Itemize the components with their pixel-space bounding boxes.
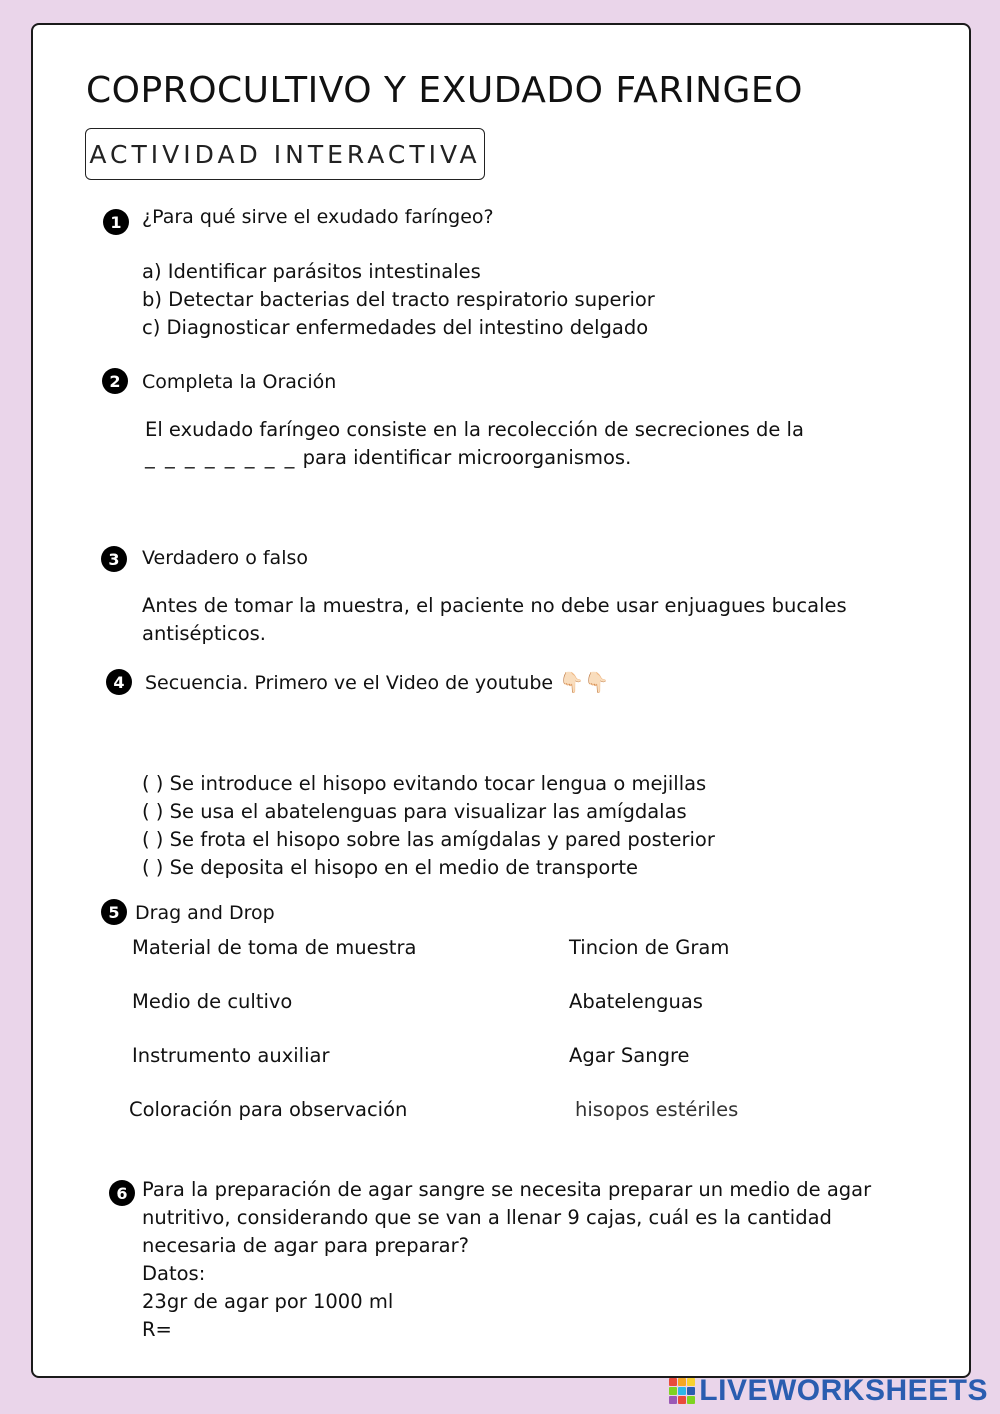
q2-sentence-line-2 <box>145 444 631 472</box>
sequence-order-input[interactable]: ( ) <box>142 828 164 851</box>
q2-sentence-line-1: El exudado faríngeo consiste en la recolección de secreciones de la <box>145 418 804 441</box>
question-6-line: necesaria de agar para preparar? <box>142 1234 469 1257</box>
question-number-badge: 5 <box>101 899 127 925</box>
question-4-text <box>145 670 609 694</box>
drop-target-label: Instrumento auxiliar <box>132 1044 330 1067</box>
question-number-badge: 3 <box>101 546 127 572</box>
question-5-text: Drag and Drop <box>135 902 275 924</box>
activity-subtitle: ACTIVIDAD INTERACTIVA <box>85 128 485 180</box>
sequence-item-text: Se usa el abatelenguas para visualizar las amígdalas <box>169 800 687 823</box>
brand-name: LIVEWORKSHEETS <box>699 1374 988 1407</box>
question-6-line: Para la preparación de agar sangre se necesita preparar un medio de agar <box>142 1178 872 1201</box>
question-1-text: ¿Para qué sirve el exudado faríngeo? <box>142 206 494 228</box>
question-2-text: Completa la Oración <box>142 371 337 393</box>
drop-target-label: Material de toma de muestra <box>132 936 417 959</box>
question-6-line: Datos: <box>142 1262 206 1285</box>
q1-option-a[interactable]: a) Identificar parásitos intestinales <box>142 260 481 283</box>
q4-question-label: Secuencia. Primero ve el Video de youtube <box>145 672 554 694</box>
q3-statement-line-1[interactable]: Antes de tomar la muestra, el paciente no debe usar enjuagues bucales <box>142 594 847 617</box>
sequence-order-input[interactable]: ( ) <box>142 772 164 795</box>
sequence-item <box>142 770 706 798</box>
draggable-item[interactable]: hisopos estériles <box>575 1098 739 1121</box>
sequence-item-text: Se deposita el hisopo en el medio de transporte <box>169 856 638 879</box>
question-3-text: Verdadero o falso <box>142 547 308 569</box>
q3-statement-line-2[interactable]: antisépticos. <box>142 622 266 645</box>
q1-option-b[interactable]: b) Detectar bacterias del tracto respiratorio superior <box>142 288 655 311</box>
q1-option-c[interactable]: c) Diagnosticar enfermedades del intestino delgado <box>142 316 649 339</box>
sequence-order-input[interactable]: ( ) <box>142 856 164 879</box>
sequence-item <box>142 826 715 854</box>
sequence-item-text: Se frota el hisopo sobre las amígdalas y pared posterior <box>169 828 715 851</box>
question-number-badge: 6 <box>109 1180 135 1206</box>
draggable-item[interactable]: Abatelenguas <box>569 990 703 1013</box>
pointing-down-icon: 👇🏻👇🏻 <box>559 670 609 694</box>
question-6-line: nutritivo, considerando que se van a llenar 9 cajas, cuál es la cantidad <box>142 1206 832 1229</box>
sequence-order-input[interactable]: ( ) <box>142 800 164 823</box>
sequence-item <box>142 854 638 882</box>
question-number-badge: 1 <box>103 209 129 235</box>
answer-field[interactable]: R= <box>142 1318 172 1341</box>
q2-blank-input[interactable]: _ _ _ _ _ _ _ _ <box>145 446 297 469</box>
question-6-line: 23gr de agar por 1000 ml <box>142 1290 394 1313</box>
question-number-badge: 2 <box>102 368 128 394</box>
page-title: COPROCULTIVO Y EXUDADO FARINGEO <box>86 70 803 111</box>
q2-sentence-end: para identificar microorganismos. <box>302 446 632 469</box>
sequence-item <box>142 798 687 826</box>
draggable-item[interactable]: Agar Sangre <box>569 1044 690 1067</box>
drop-target-label: Coloración para observación <box>129 1098 408 1121</box>
question-number-badge: 4 <box>106 669 132 695</box>
logo-grid-icon <box>669 1378 695 1404</box>
sequence-item-text: Se introduce el hisopo evitando tocar lengua o mejillas <box>169 772 707 795</box>
liveworksheets-logo <box>669 1374 988 1408</box>
drop-target-label: Medio de cultivo <box>132 990 293 1013</box>
draggable-item[interactable]: Tincion de Gram <box>569 936 730 959</box>
